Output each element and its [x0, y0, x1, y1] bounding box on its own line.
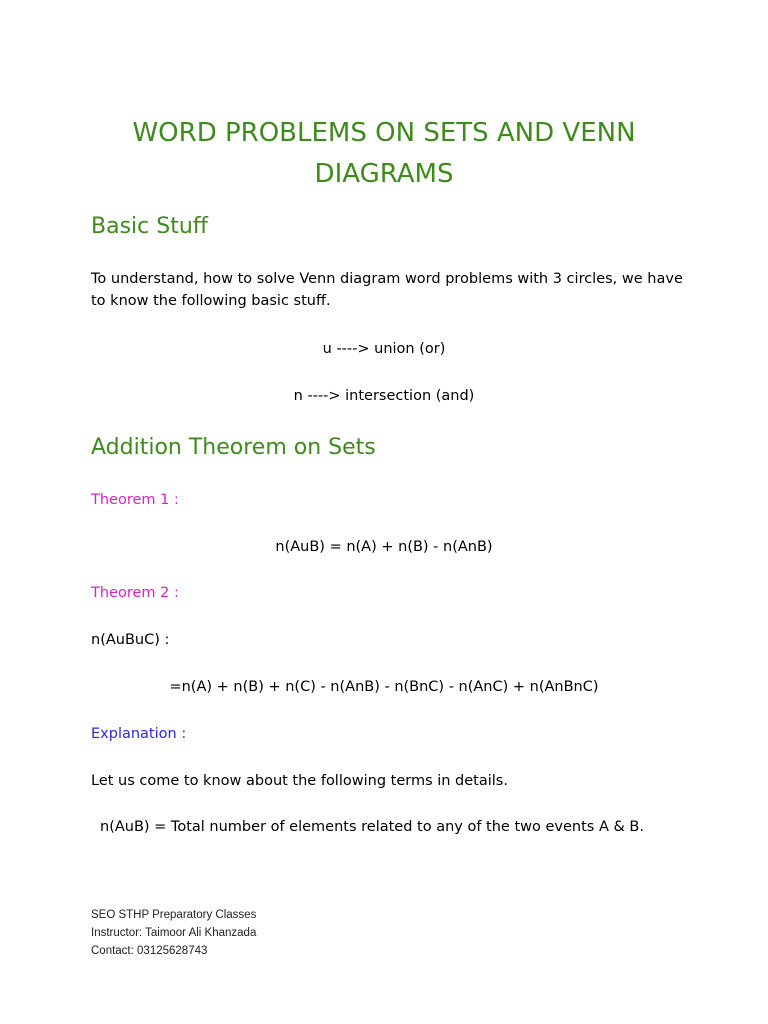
theorem-2-lhs: n(AuBuC) : [91, 632, 170, 648]
theorem-2-label: Theorem 2 : [91, 585, 179, 601]
page-title: WORD PROBLEMS ON SETS AND VENN DIAGRAMS [132, 118, 636, 189]
theorem-2-formula: =n(A) + n(B) + n(C) - n(AnB) - n(BnC) - n(AnC) + n(AnBnC) [169, 679, 599, 695]
footer-org: SEO STHP Preparatory Classes [91, 909, 257, 921]
theorem-1-formula: n(AuB) = n(A) + n(B) - n(AnB) [275, 539, 493, 555]
heading-basic-stuff: Basic Stuff [91, 214, 208, 239]
union-definition: u ----> union (or) [322, 341, 446, 357]
footer [91, 906, 256, 960]
explanation-label: Explanation : [91, 726, 187, 742]
heading-addition-theorem: Addition Theorem on Sets [91, 435, 376, 460]
footer-contact: Contact: 03125628743 [91, 945, 208, 957]
intro-paragraph: To understand, how to solve Venn diagram word problems with 3 circles, we have to know the following basic stuff. [91, 271, 683, 309]
intersection-definition: n ----> intersection (and) [293, 388, 475, 404]
footer-instructor: Instructor: Taimoor Ali Khanzada [91, 927, 257, 939]
theorem-1-label: Theorem 1 : [91, 492, 179, 508]
term-n-aub-definition: n(AuB) = Total number of elements related to any of the two events A & B. [100, 819, 644, 835]
explanation-text: Let us come to know about the following terms in details. [91, 773, 508, 789]
